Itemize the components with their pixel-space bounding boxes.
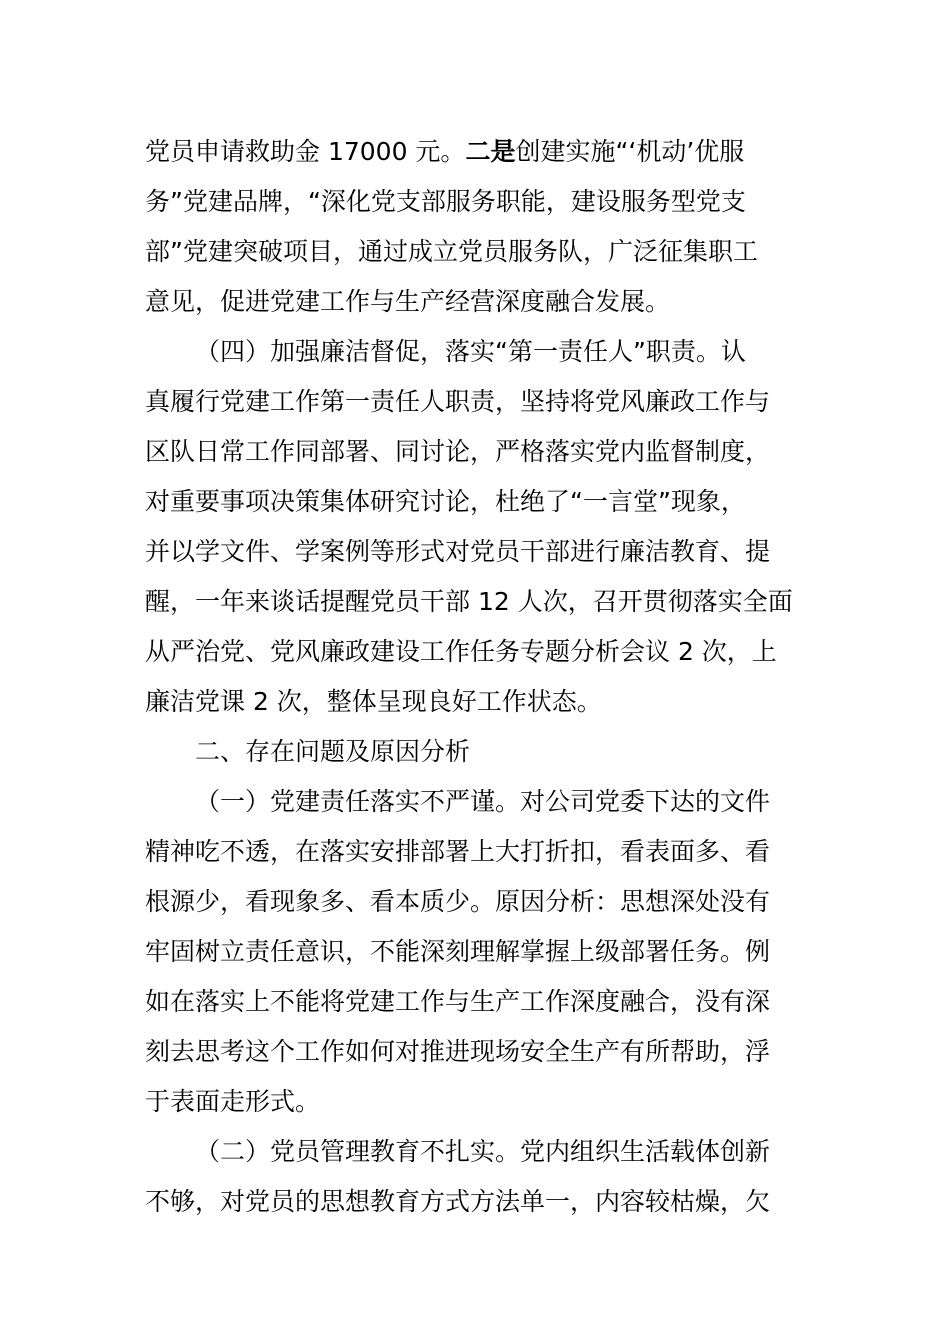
paragraph-line: 真履行党建工作第一责任人职责，坚持将党风廉政工作与 [145,387,771,416]
paragraph-line: 如在落实上不能将党建工作与生产工作深度融合，没有深 [145,987,771,1016]
paragraph-line: 廉洁党课 2 次，整体呈现良好工作状态。 [145,687,602,716]
text-span: 创建实施“‘机动’优服 [515,137,745,166]
paragraph-line: 精神吃不透，在落实安排部署上大打折扣，看表面多、看 [145,837,771,866]
paragraph-line: （一）党建责任落实不严谨。对公司党委下达的文件 [195,787,771,816]
paragraph-line: 部”党建突破项目，通过成立党员服务队，广泛征集职工 [145,237,758,266]
paragraph-line: （四）加强廉洁督促，落实“第一责任人”职责。认 [195,337,746,366]
paragraph-line: 醒，一年来谈话提醒党员干部 12 人次，召开贯彻落实全面 [145,587,793,616]
paragraph-line: 不够，对党员的思想教育方式方法单一，内容较枯燥，欠 [145,1187,771,1216]
paragraph-line: 区队日常工作同部署、同讨论，严格落实党内监督制度， [145,437,771,466]
paragraph-line: 牢固树立责任意识，不能深刻理解掌握上级部署任务。例 [145,937,771,966]
paragraph-line: 意见，促进党建工作与生产经营深度融合发展。 [145,287,671,316]
section-heading: 二、存在问题及原因分析 [195,737,471,766]
paragraph-line: 刻去思考这个工作如何对推进现场安全生产有所帮助，浮 [145,1037,771,1066]
paragraph-line [145,136,805,168]
paragraph-line: 从严治党、党风廉政建设工作任务专题分析会议 2 次，上 [145,637,777,666]
paragraph-line: 对重要事项决策集体研究讨论，杜绝了“一言堂”现象， [145,487,746,516]
paragraph-line: 并以学文件、学案例等形式对党员干部进行廉洁教育、提 [145,537,771,566]
paragraph-line: 于表面走形式。 [145,1087,321,1116]
paragraph-line: （二）党员管理教育不扎实。党内组织生活载体创新 [195,1137,771,1166]
bold-keyword: 二是 [465,137,516,166]
text-span: 党员申请救助金 17000 元。 [145,137,466,166]
paragraph-line: 务”党建品牌，“深化党支部服务职能，建设服务型党支 [145,187,746,216]
paragraph-line: 根源少，看现象多、看本质少。原因分析：思想深处没有 [145,887,771,916]
